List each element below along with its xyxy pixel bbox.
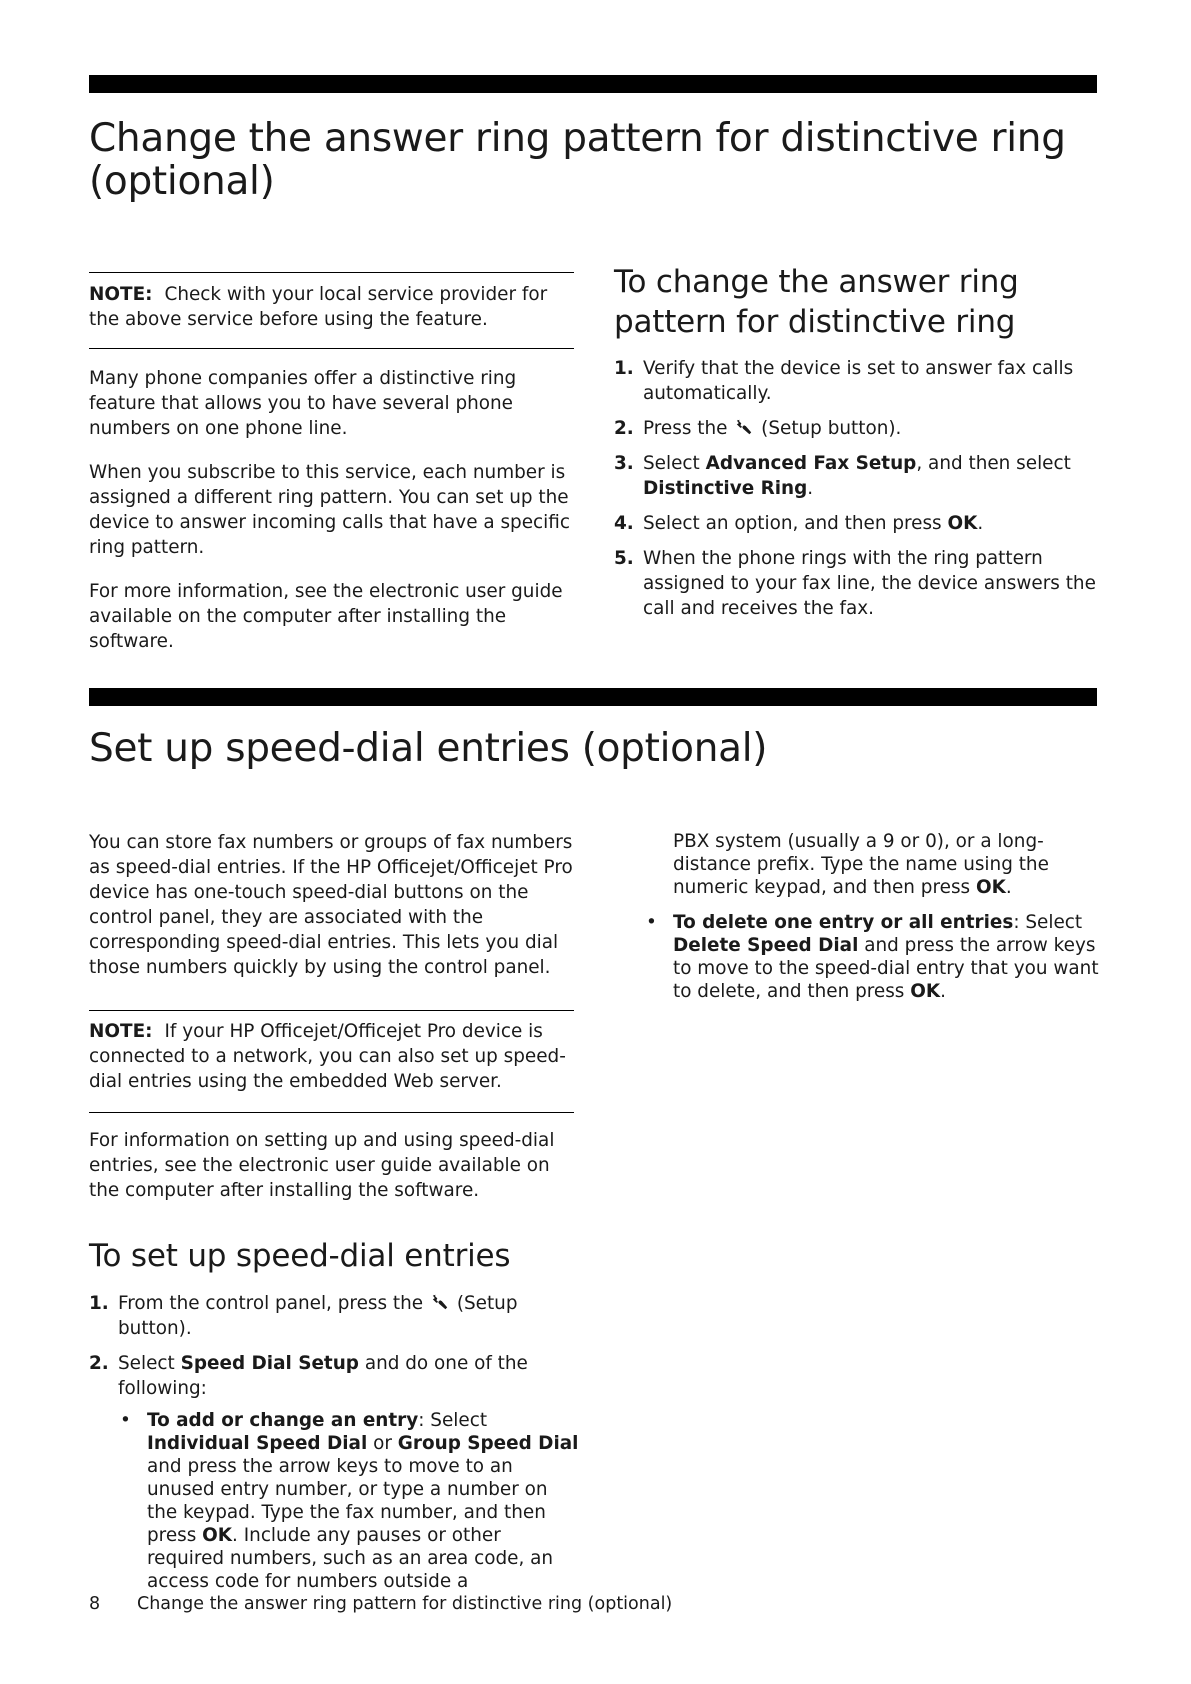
step-item: 2. Press the (Setup button).	[614, 418, 902, 439]
bullet-item-add-entry-continued: PBX system (usually a 9 or 0), or a long-distance prefix. Type the name using the numeric keypad, and then press OK.	[673, 831, 1049, 898]
step-item: 5. When the phone rings with the ring pattern assigned to your fax line, the device answers the call and receives the fax.	[614, 548, 1096, 619]
step-item: 1. Verify that the device is set to answer fax calls automatically.	[614, 358, 1074, 404]
speed-dial-info: For information on setting up and using speed-dial entries, see the electronic user guide available on the computer after installing the software.	[89, 1130, 555, 1201]
step-item: 1. From the control panel, press the (Setup button).	[89, 1293, 518, 1339]
note-text: If your HP Officejet/Officejet Pro device is connected to a network, you can also set up speed-dial entries using the embedded Web server.	[89, 1021, 566, 1092]
distinctive-ring-steps	[614, 356, 1104, 631]
step-item: 4. Select an option, and then press OK.	[614, 513, 984, 534]
bullet-item-delete-entry: • To delete one entry or all entries: Select Delete Speed Dial and press the arrow keys to move to the speed-dial entry that you want to delete, and then press OK.	[646, 912, 1099, 1002]
note-top-rule	[89, 272, 574, 273]
step-item: 3. Select Advanced Fax Setup, and then select Distinctive Ring.	[614, 453, 1071, 499]
procedure-title-distinctive-ring: To change the answer ring pattern for distinctive ring	[614, 264, 1019, 340]
note-bottom-rule	[89, 1112, 574, 1113]
bullet-item-add-entry: • To add or change an entry: Select Individual Speed Dial or Group Speed Dial and press the arrow keys to move to an unused entry number, or type a number on the keypad. Type the fax number, and then press OK. Include any pauses or other required numbers, such as an area code, an access code for numbers outside a	[120, 1410, 579, 1592]
running-title: Change the answer ring pattern for distinctive ring (optional)	[137, 1594, 673, 1614]
step-item: 2. Select Speed Dial Setup and do one of the following: • To add or change an entry: Select Individual Speed Dial or Group Speed Dial and press the arrow keys to move to an unused entry number, or type a number on the keypad. Type the fax number, and then press OK. Include any pauses or other required numbers, such as an area code, an access code for numbers outside a	[89, 1353, 579, 1592]
note-bottom-rule	[89, 348, 574, 349]
note-label: NOTE:	[89, 1021, 153, 1042]
wrench-icon	[431, 1293, 449, 1311]
paragraph: When you subscribe to this service, each number is assigned a different ring pattern. You can set up the device to answer incoming calls that have a specific ring pattern.	[89, 462, 570, 558]
speed-dial-intro: You can store fax numbers or groups of fax numbers as speed-dial entries. If the HP Officejet/Officejet Pro device has one-touch speed-dial buttons on the control panel, they are associated with the corresponding speed-dial entries. This lets you dial those numbers quickly by using the control panel.	[89, 832, 573, 978]
page-footer	[89, 1592, 672, 1616]
section-rule-2	[89, 688, 1097, 706]
note-box	[89, 1019, 577, 1094]
section-rule-1	[89, 75, 1097, 93]
note-top-rule	[89, 1010, 574, 1011]
speed-dial-continued	[646, 830, 1113, 1003]
speed-dial-steps	[89, 1291, 579, 1603]
paragraph: For more information, see the electronic user guide available on the computer after installing the software.	[89, 581, 563, 652]
section-title-speed-dial: Set up speed-dial entries (optional)	[89, 726, 768, 771]
wrench-icon	[735, 418, 753, 436]
paragraph: Many phone companies offer a distinctive ring feature that allows you to have several phone numbers on one phone line.	[89, 368, 517, 439]
note-label: NOTE:	[89, 284, 153, 305]
page-number: 8	[89, 1594, 101, 1614]
note-box	[89, 282, 574, 332]
note-text: Check with your local service provider for the above service before using the feature.	[89, 284, 548, 330]
distinctive-ring-description	[89, 366, 579, 654]
section-title-distinctive-ring: Change the answer ring pattern for distinctive ring (optional)	[89, 116, 1066, 204]
procedure-title-speed-dial: To set up speed-dial entries	[89, 1238, 511, 1274]
